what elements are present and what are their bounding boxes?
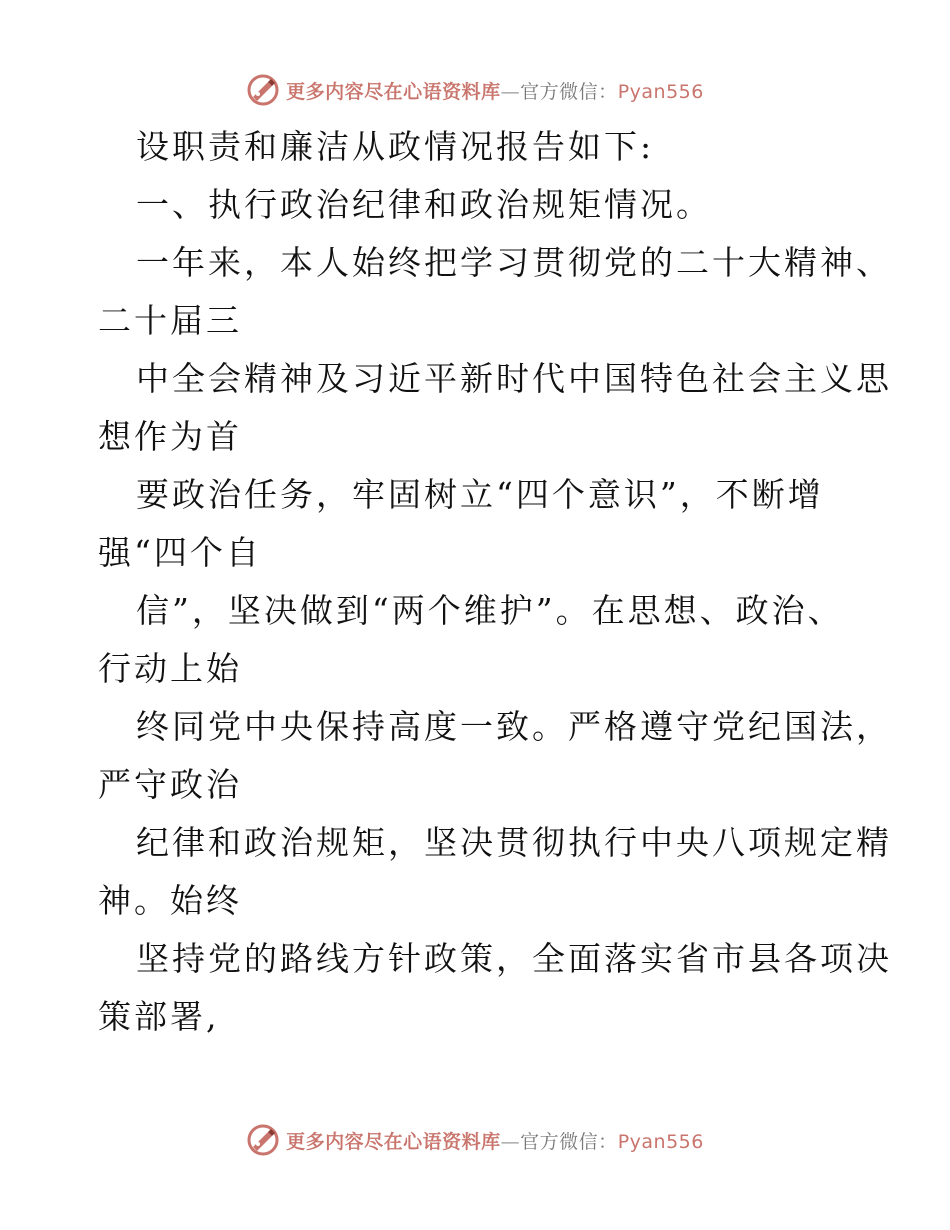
text-line: 一年来，本人始终把学习贯彻党的二十大精神、 xyxy=(136,243,892,282)
text-line: 要政治任务，牢固树立“四个意识”，不断增 xyxy=(136,475,824,514)
watermark-text: 更多内容尽在心语资料库—官方微信：Pyan556 xyxy=(286,80,704,103)
text-line: 策部署, xyxy=(98,997,220,1036)
text-line: 神。始终 xyxy=(98,881,242,920)
text-line: 坚持党的路线方针政策，全面落实省市县各项决 xyxy=(136,939,892,978)
pen-logo-icon xyxy=(246,1123,280,1157)
text-line: 二十届三 xyxy=(98,301,242,340)
section-heading: 一、执行政治纪律和政治规矩情况。 xyxy=(136,185,712,224)
text-line: 终同党中央保持高度一致。严格遵守党纪国法， xyxy=(136,707,892,746)
document-body xyxy=(98,118,892,1046)
text-line: 信”，坚决做到“两个维护”。在思想、政治、 xyxy=(136,591,844,630)
pen-logo-icon xyxy=(246,73,280,107)
text-line: 设职责和廉洁从政情况报告如下: xyxy=(136,127,655,166)
text-line: 强“四个自 xyxy=(98,533,262,572)
text-line: 纪律和政治规矩，坚决贯彻执行中央八项规定精 xyxy=(136,823,892,862)
text-line: 中全会精神及习近平新时代中国特色社会主义思 xyxy=(136,359,892,398)
footer-watermark xyxy=(0,1120,950,1160)
text-line: 行动上始 xyxy=(98,649,242,688)
header-watermark xyxy=(0,70,950,110)
text-line: 严守政治 xyxy=(98,765,242,804)
text-line: 想作为首 xyxy=(98,417,242,456)
watermark-text: 更多内容尽在心语资料库—官方微信：Pyan556 xyxy=(286,1130,704,1153)
